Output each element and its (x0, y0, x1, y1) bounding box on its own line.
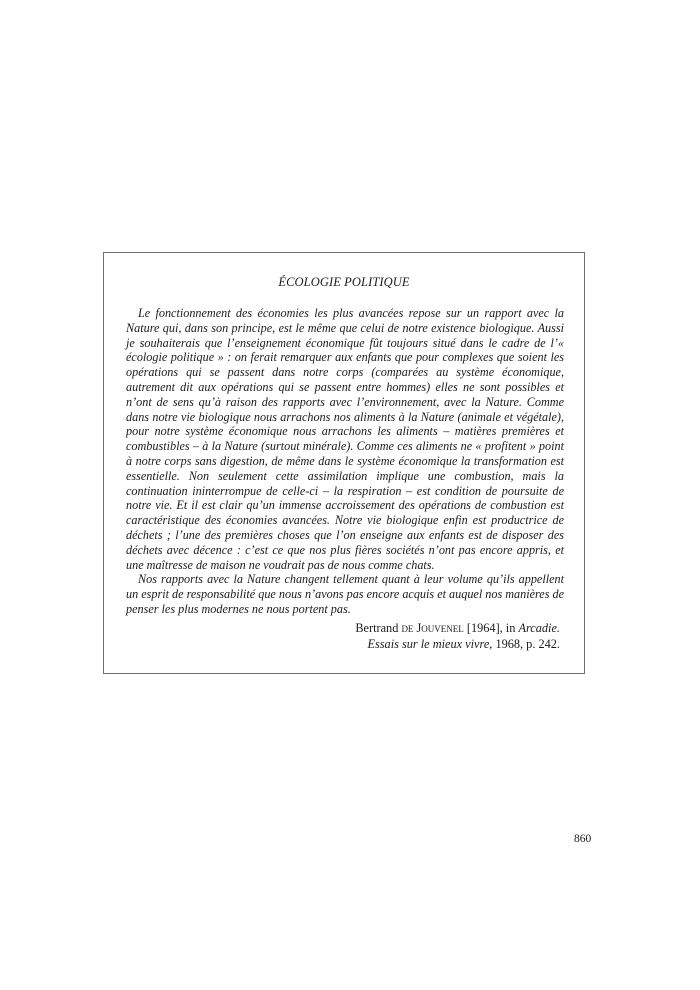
paragraph-2: Nos rapports avec la Nature changent tellement quant à leur volume qu’ils appellent un esprit de responsabilité que nous n’avons pas encore acquis et auquel nos manières de penser les plus modernes ne nous portent pas. (126, 572, 565, 616)
paragraph-1: Le fonctionnement des économies les plus avancées repose sur un rapport avec la Nature qui, dans son principe, est le même que celui de notre existence biologique. Aussi je souhaiterais que l’enseignement économique fût toujours situé dans le cadre de l’« écologie politique » : on ferait remarquer aux enfants que pour complexes que soient les opérations qui se passent dans notre corps (comparées au système économique, autrement dit aux opérations qui se passent entre hommes) elles ne sont possibles et n’ont de sens qu’à raison des rapports avec l’environnement, avec la Nature. Comme dans notre vie biologique nous arrachons nos aliments à la Nature (animale et végétale), pour notre système économique nous arrachons les aliments – matières premières et combustibles – à la Nature (surtout minérale). Comme ces aliments ne « profitent » point à notre corps sans digestion, de même dans le système économique la transformation est essentielle. Non seulement cette assimilation implique une combustion, mais la continuation ininterrompue de celle-ci – la respiration – est condition de poursuite de notre vie. Et il est clair qu’un immense accroissement des opérations de combustion est caractéristique des économies avancées. Notre vie biologique enfin est productrice de déchets ; l’une des premières choses que l’on enseigne aux enfants est de disposer des déchets avec décence : c’est ce que nos plus fières sociétés n’ont pas encore appris, et une maîtresse de maison ne voudrait pas de nous comme chats. (126, 306, 564, 572)
attribution (355, 620, 560, 652)
publication-info: 1968, p. 242. (495, 637, 560, 651)
author-last-name: de Jouvenel (401, 621, 464, 635)
box-body (126, 306, 564, 617)
quote-box (103, 252, 585, 674)
work-title: Arcadie. (518, 621, 560, 635)
attribution-line-1 (355, 620, 560, 636)
attribution-line-2 (355, 636, 560, 652)
attribution-year: [1964], in (466, 621, 516, 635)
page-number: 860 (574, 833, 592, 845)
work-subtitle: Essais sur le mieux vivre, (367, 637, 493, 651)
author-first-name: Bertrand (355, 621, 399, 635)
box-title: ÉCOLOGIE POLITIQUE (278, 275, 410, 289)
